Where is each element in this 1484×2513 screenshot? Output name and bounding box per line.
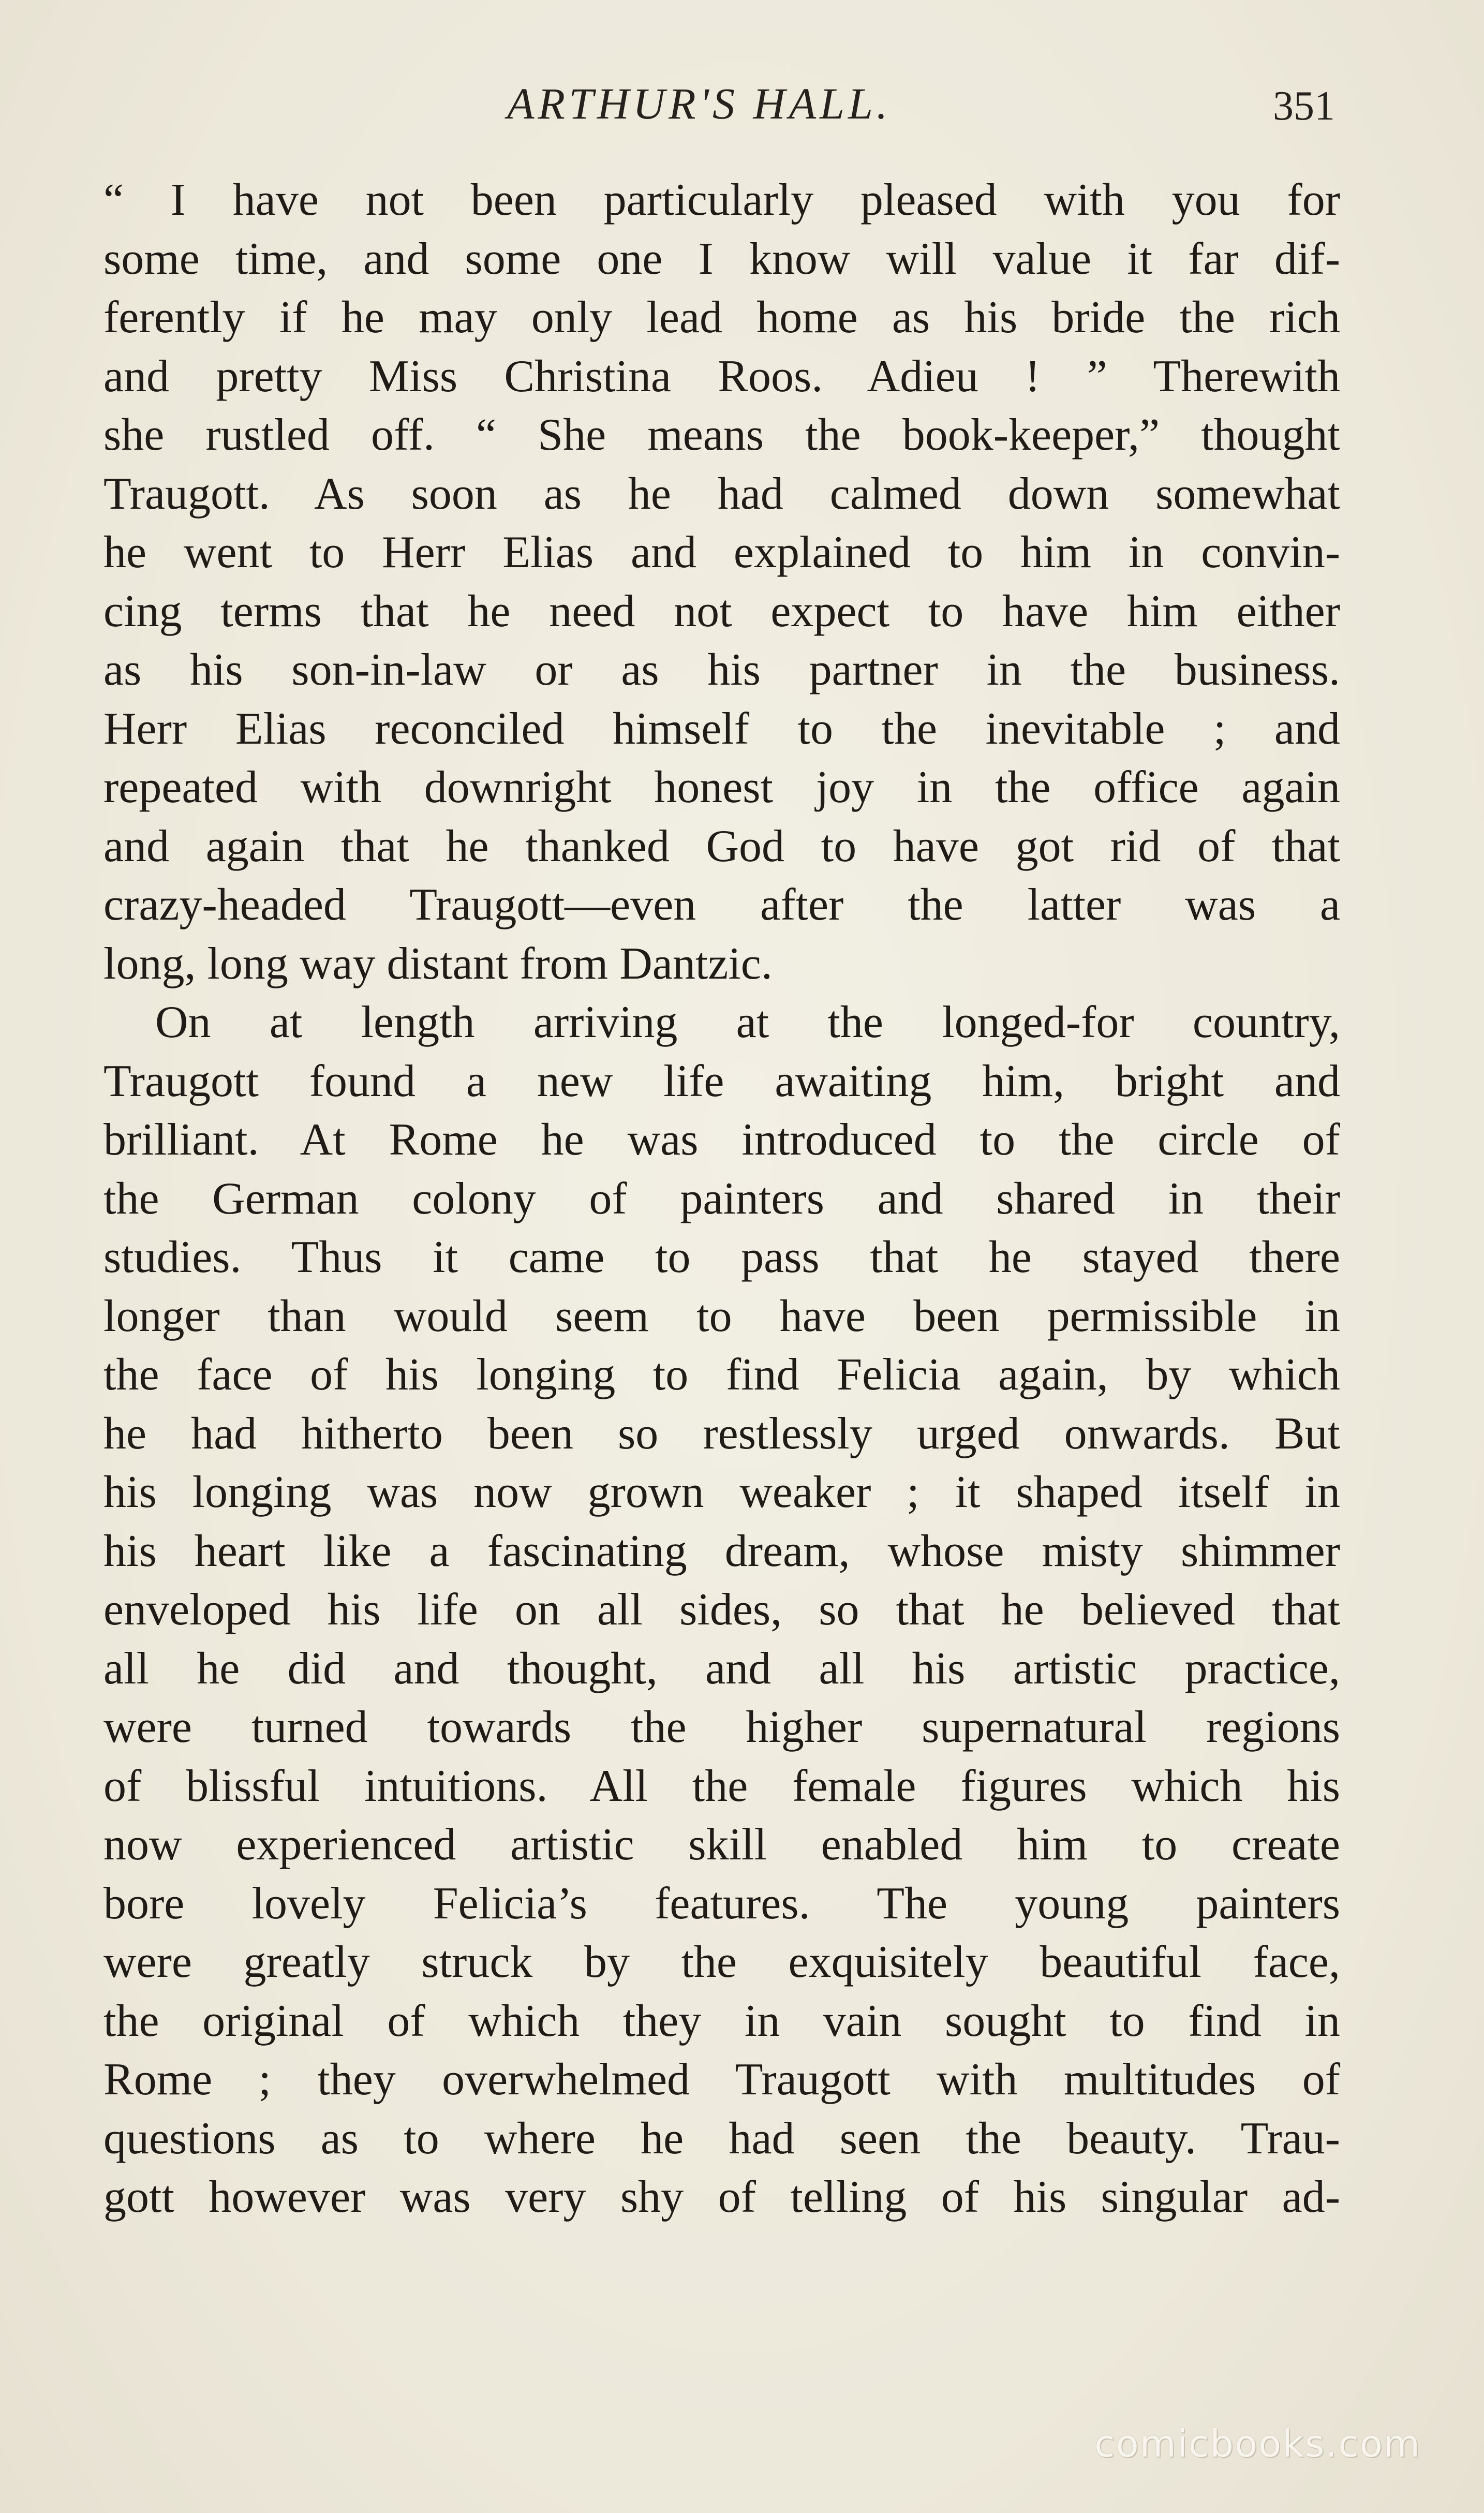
text-line: now experienced artistic skill enabled him to create [103,1820,1340,1870]
text-line: questions as to where he had seen the beauty. Trau- [103,2113,1340,2164]
page-number: 351 [1273,83,1335,129]
text-line: the original of which they in vain sought to find in [103,1995,1340,2046]
text-line: as his son-in-law or as his partner in the business. [103,645,1340,695]
text-line: all he did and thought, and all his artistic practice, [103,1643,1340,1694]
text-line: of blissful intuitions. All the female figures which his [103,1761,1340,1811]
text-line: the face of his longing to find Felicia again, by which [103,1350,1340,1400]
text-line: and pretty Miss Christina Roos. Adieu ! ” Therewith [103,351,1340,402]
text-line: On at length arriving at the longed-for country, [155,997,1340,1047]
text-line: crazy-headed Traugott—even after the latter was a [103,880,1340,930]
text-line: and again that he thanked God to have got rid of that [103,821,1340,871]
text-line: the German colony of painters and shared in their [103,1173,1340,1224]
text-line: he went to Herr Elias and explained to him in convin- [103,527,1340,578]
text-line: ferently if he may only lead home as his bride the rich [103,292,1340,343]
running-title: ARTHUR'S HALL. [507,79,892,128]
text-line: Traugott found a new life awaiting him, bright and [103,1056,1340,1106]
text-line: were greatly struck by the exquisitely beautiful face, [103,1937,1340,1987]
text-line: “ I have not been particularly pleased with you for [103,175,1340,225]
text-line: she rustled off. “ She means the book-keeper,” thought [103,410,1340,460]
text-line: enveloped his life on all sides, so that he believed that [103,1585,1340,1635]
text-line: longer than would seem to have been permissible in [103,1291,1340,1341]
text-line: cing terms that he need not expect to have him either [103,586,1340,637]
text-line: long, long way distant from Dantzic. [103,938,773,989]
text-line: his heart like a fascinating dream, whose misty shimmer [103,1526,1340,1576]
site-watermark: comicbooks.com [1094,2422,1421,2465]
text-line: Herr Elias reconciled himself to the inevitable ; and [103,703,1340,754]
text-line: bore lovely Felicia’s features. The young painters [103,1878,1340,1929]
text-line: he had hitherto been so restlessly urged onwards. But [103,1408,1340,1459]
text-line: repeated with downright honest joy in the office again [103,762,1340,812]
text-line: studies. Thus it came to pass that he stayed there [103,1232,1340,1282]
body-text [103,171,1340,2227]
text-line: his longing was now grown weaker ; it shaped itself in [103,1467,1340,1517]
text-line: were turned towards the higher supernatural regions [103,1702,1340,1752]
text-line: gott however was very shy of telling of his singular ad- [103,2172,1340,2222]
text-line: brilliant. At Rome he was introduced to the circle of [103,1115,1340,1165]
text-line: some time, and some one I know will value it far dif- [103,233,1340,284]
text-line: Rome ; they overwhelmed Traugott with multitudes of [103,2054,1340,2105]
text-line: Traugott. As soon as he had calmed down somewhat [103,468,1340,519]
